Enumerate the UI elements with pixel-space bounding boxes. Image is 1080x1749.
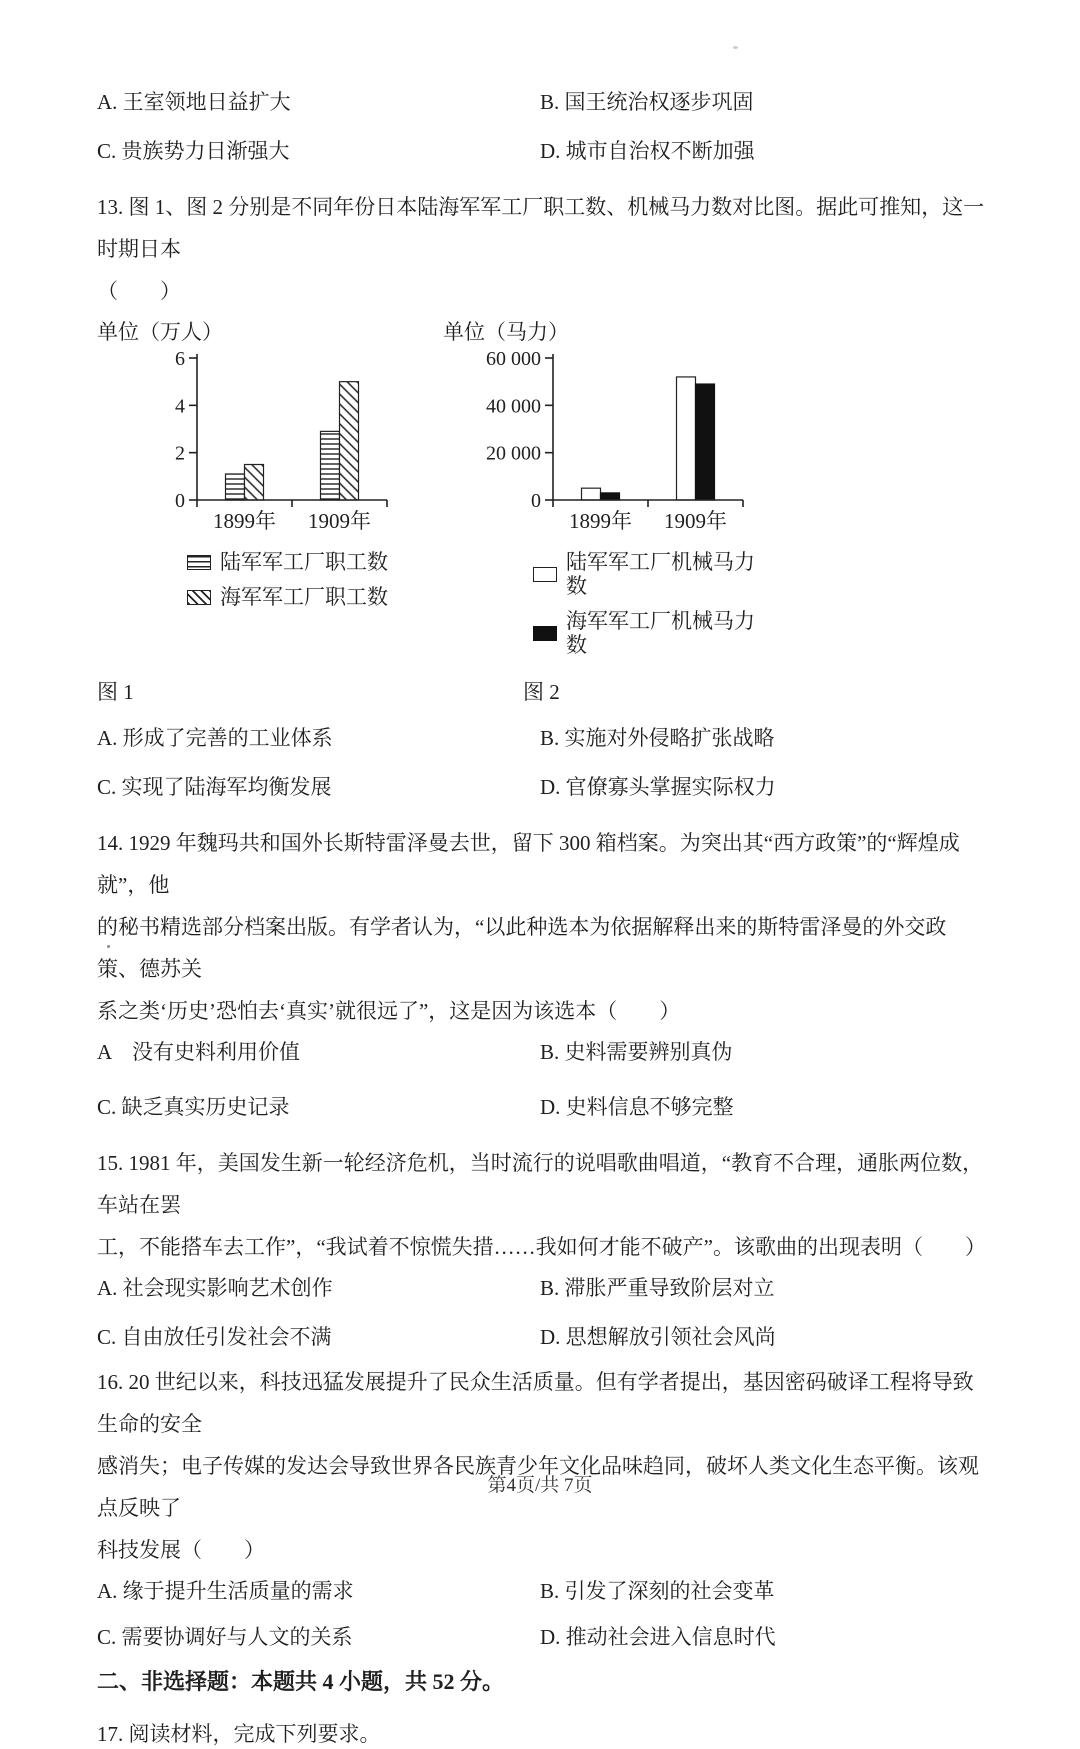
svg-text:20 000: 20 000	[486, 442, 541, 465]
q16-option-a: A. 缘于提升生活质量的需求	[97, 1579, 354, 1603]
section-2-heading: 二、非选择题：本题共 4 小题，共 52 分。	[97, 1669, 505, 1694]
legend-item	[533, 550, 773, 598]
svg-text:6: 6	[175, 348, 185, 370]
prev-option-b: B. 国王统治权逐步巩固	[540, 90, 754, 114]
prev-option-a: A. 王室领地日益扩大	[97, 90, 291, 114]
figures-row	[97, 318, 985, 668]
q15-stem-line: 15. 1981 年，美国发生新一轮经济危机，当时流行的说唱歌曲唱道，“教育不合理，通胀两位数，车站在罢	[97, 1151, 984, 1217]
q14-option-b: B. 史料需要辨别真伪	[540, 1040, 733, 1064]
q13-options-row-2	[97, 773, 985, 801]
legend-item	[533, 609, 773, 657]
figure2-legend	[533, 550, 773, 657]
svg-text:1899年: 1899年	[569, 509, 632, 533]
q13-stem-line: 13. 图 1、图 2 分别是不同年份日本陆海军军工厂职工数、机械马力数对比图。据此可推知，这一时期日本	[97, 195, 985, 261]
q16-stem-line: 科技发展（ ）	[97, 1538, 265, 1562]
q14-options-row-1	[97, 1038, 985, 1066]
q13-options-row-1	[97, 724, 985, 752]
q13-option-c: C. 实现了陆海军均衡发展	[97, 775, 332, 799]
q13-option-a: A. 形成了完善的工业体系	[97, 726, 333, 750]
army-workers-swatch-icon	[187, 555, 211, 570]
q13-option-d: D. 官僚寡头掌握实际权力	[540, 775, 776, 799]
q15-stem-line: 工，不能搭车去工作”，“我试着不惊慌失措……我如何才能不破产”。该歌曲的出现表明（ ）	[97, 1235, 986, 1259]
q16-option-b: B. 引发了深刻的社会变革	[540, 1579, 775, 1603]
question-16-stem	[97, 1361, 985, 1571]
q15-option-b: B. 滞胀严重导致阶层对立	[540, 1276, 775, 1300]
question-15-stem	[97, 1142, 985, 1268]
q16-stem-line: 16. 20 世纪以来，科技迅猛发展提升了民众生活质量。但有学者提出，基因密码破译工程将导致生命的安全	[97, 1370, 974, 1436]
question-14-stem	[97, 822, 985, 1032]
prev-option-d: D. 城市自治权不断加强	[540, 139, 755, 163]
question-13-stem	[97, 186, 985, 312]
figure1-unit-label: 单位（万人）	[97, 320, 223, 344]
q16-option-c: C. 需要协调好与人文的关系	[97, 1625, 353, 1649]
svg-text:4: 4	[175, 395, 185, 418]
figure-1	[97, 318, 427, 668]
figure2-unit-label: 单位（马力）	[443, 320, 569, 344]
svg-text:1909年: 1909年	[664, 509, 727, 533]
prev-question-options-row-2	[97, 137, 985, 165]
svg-text:1909年: 1909年	[308, 509, 371, 533]
legend-label: 陆军军工厂职工数	[220, 550, 388, 574]
legend-label: 海军军工厂机械马力数	[566, 609, 755, 657]
svg-text:2: 2	[175, 442, 185, 465]
svg-text:0: 0	[175, 490, 185, 512]
legend-label: 陆军军工厂机械马力数	[566, 550, 755, 598]
q15-options-row-2	[97, 1323, 985, 1351]
q16-options-row-1	[97, 1577, 985, 1605]
q13-option-b: B. 实施对外侵略扩张战略	[540, 726, 775, 750]
prev-question-options-row-1	[97, 88, 985, 116]
figure1-caption: 图 1	[97, 680, 134, 704]
question-17-intro: 17. 阅读材料，完成下列要求。	[97, 1722, 381, 1746]
q15-options-row-1	[97, 1274, 985, 1302]
q14-option-c: C. 缺乏真实历史记录	[97, 1095, 290, 1119]
legend-item	[187, 550, 427, 574]
q15-option-c: C. 自由放任引发社会不满	[97, 1325, 332, 1349]
figure2-caption: 图 2	[523, 680, 560, 704]
q13-stem-line: （ ）	[97, 279, 181, 303]
svg-text:0: 0	[531, 490, 541, 512]
q16-options-row-2	[97, 1623, 985, 1651]
figure1-legend	[187, 550, 427, 609]
figure1-bar-chart	[97, 348, 417, 534]
legend-item	[187, 585, 427, 609]
prev-option-c: C. 贵族势力日渐强大	[97, 139, 290, 163]
figure-captions-row	[97, 678, 985, 706]
svg-text:60 000: 60 000	[486, 348, 541, 370]
q14-option-d: D. 史料信息不够完整	[540, 1095, 734, 1119]
figure2-bar-chart	[443, 348, 763, 534]
navy-workers-swatch-icon	[187, 590, 211, 605]
scan-artifact-dot	[733, 46, 738, 49]
q14-option-a: A 没有史料利用价值	[97, 1040, 301, 1064]
q16-option-d: D. 推动社会进入信息时代	[540, 1625, 776, 1649]
q16-stem-line: 感消失；电子传媒的发达会导致世界各民族青少年文化品味趋同，破坏人类文化生态平衡。该观点反映了	[97, 1454, 979, 1520]
navy-horsepower-swatch-icon	[533, 626, 557, 641]
q14-stem-line: 的秘书精选部分档案出版。有学者认为，“以此种选本为依据解释出来的斯特雷泽曼的外交政策、德苏关	[97, 915, 947, 981]
q14-options-row-2	[97, 1093, 985, 1121]
scan-artifact-dot	[107, 945, 110, 948]
q14-stem-line: 系之类‘历史’恐怕去‘真实’就很远了”，这是因为该选本（ ）	[97, 999, 681, 1023]
svg-text:40 000: 40 000	[486, 395, 541, 418]
svg-text:1899年: 1899年	[213, 509, 276, 533]
q15-option-d: D. 思想解放引领社会风尚	[540, 1325, 776, 1349]
army-horsepower-swatch-icon	[533, 567, 557, 582]
q15-option-a: A. 社会现实影响艺术创作	[97, 1276, 333, 1300]
figure-2	[443, 318, 773, 668]
page-number-indicator: 第4页/共 7页	[487, 1475, 593, 1496]
legend-label: 海军军工厂职工数	[220, 585, 388, 609]
q14-stem-line: 14. 1929 年魏玛共和国外长斯特雷泽曼去世，留下 300 箱档案。为突出其“西方政策”的“辉煌成就”，他	[97, 831, 960, 897]
